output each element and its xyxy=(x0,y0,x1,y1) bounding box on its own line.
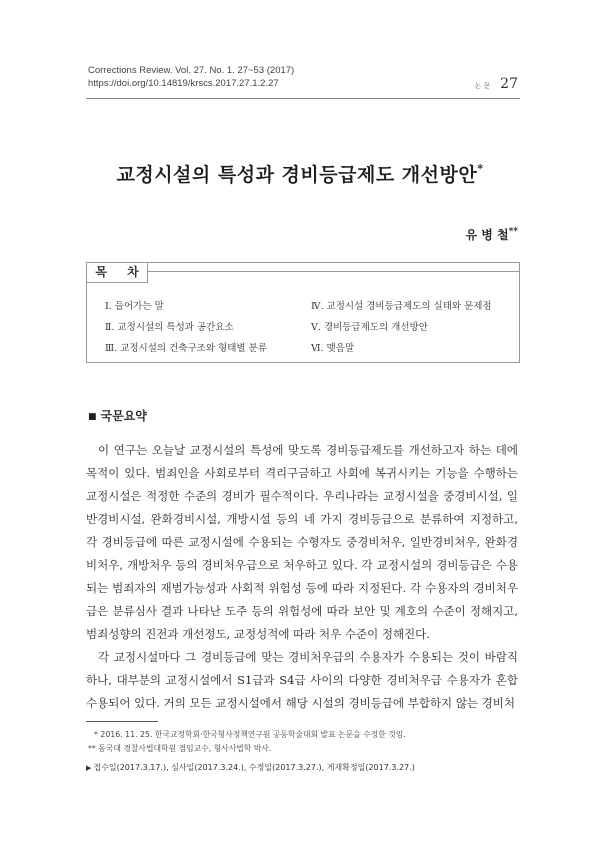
submission-dates xyxy=(86,762,415,773)
author-name: 유 병 철 xyxy=(465,228,509,242)
toc-item-4[interactable]: Ⅳ. 교정시설 경비등급제도의 실태와 문제점 xyxy=(311,301,492,312)
journal-citation xyxy=(88,64,518,90)
footnote-1: * 2016. 11. 25. 한국교정학회·한국형사정책연구원 공동학술대회 발표 논문을 수정한 것임. xyxy=(94,730,406,739)
author-footnote-mark[interactable]: ** xyxy=(508,227,518,237)
toc-item-6[interactable]: Ⅵ. 맺음말 xyxy=(311,343,355,354)
author xyxy=(465,226,518,243)
journal-line: Corrections Review. Vol. 27. No. 1. 27~53 (2017) xyxy=(88,65,295,76)
doi-link[interactable]: https://doi.org/10.14819/krscs.2017.27.1.2.27 xyxy=(88,78,279,89)
toc-item-3[interactable]: Ⅲ. 교정시설의 건축구조와 형태별 분류 xyxy=(105,343,267,354)
paper-title-text: 교정시설의 특성과 경비등급제도 개선방안 xyxy=(116,164,478,186)
toc-left-column xyxy=(105,296,267,359)
table-of-contents xyxy=(86,262,520,363)
page-number: 27 xyxy=(500,76,518,92)
footnote-2: ** 동국대 경찰사법대학원 겸임교수, 형사사법학 박사. xyxy=(88,744,272,753)
submission-dates-text: 접수일(2017.3.17.), 심사일(2017.3.24.), 수정일(2017.3.27.), 게재확정일(2017.3.27.) xyxy=(93,763,415,772)
toc-right-column xyxy=(311,296,492,359)
toc-item-2[interactable]: Ⅱ. 교정시설의 특성과 공간요소 xyxy=(105,322,234,333)
toc-divider xyxy=(147,271,520,272)
abstract-paragraph-2: 각 교정시설마다 그 경비등급에 맞는 경비처우급의 수용자가 수용되는 것이 바람직하나, 대부분의 교정시설에서 S1급과 S4급 사이의 다양한 경비처우급 수용자가 혼합수용되어 있다. 거의 모든 교정시설에서 해당 시설의 경비등급에 부합하지 않는 경비처 xyxy=(86,650,518,710)
abstract-heading xyxy=(88,407,147,424)
running-header xyxy=(88,64,518,90)
footnotes xyxy=(88,728,518,756)
abstract-paragraph-1: 이 연구는 오늘날 교정시설의 특성에 맞도록 경비등급제도를 개선하고자 하는 데에 목적이 있다. 범죄인을 사회로부터 격리구금하고 사회에 복귀시키는 기능을 수행하는 교정시설은 적정한 수준의 경비가 필수적이다. 우리나라는 교정시설을 중경비시설, 일반경비시설, 완화경비시설, 개방시설 등의 네 가지 경비등급으로 분류하여 지정하고, 각 경비등급에 따른 교정시설에 수용되는 수형자도 중경비처우, 일반경비처우, 완화경비처우, 개방처우 등의 경비처우급으로 처우하고 있다. 각 교정시설의 경비등급은 수용되는 범죄자의 재범가능성과 사회적 위험성 등에 따라 지정된다. 각 수용자의 경비처우급은 분류심사 결과 나타난 도주 등의 위험성에 따라 보안 및 계호의 수준이 정해지고, 범죄성향의 진전과 개선정도, 교정성적에 따라 처우 수준이 정해진다. xyxy=(86,443,518,641)
toc-label: 목 차 xyxy=(86,262,148,283)
square-bullet-icon: ■ xyxy=(88,412,97,422)
abstract-heading-text: 국문요약 xyxy=(100,409,147,423)
article-type-mark: 논 문 xyxy=(474,82,491,90)
toc-item-1[interactable]: Ⅰ. 들어가는 말 xyxy=(105,301,164,312)
toc-item-5[interactable]: Ⅴ. 경비등급제도의 개선방안 xyxy=(311,322,428,333)
footnote-divider xyxy=(86,721,158,722)
triangle-bullet-icon: ▶ xyxy=(86,764,92,772)
title-footnote-mark[interactable]: * xyxy=(477,162,484,175)
paper-title xyxy=(0,160,600,187)
abstract-body xyxy=(86,439,518,715)
header-divider xyxy=(86,98,520,99)
header-right xyxy=(474,76,518,92)
